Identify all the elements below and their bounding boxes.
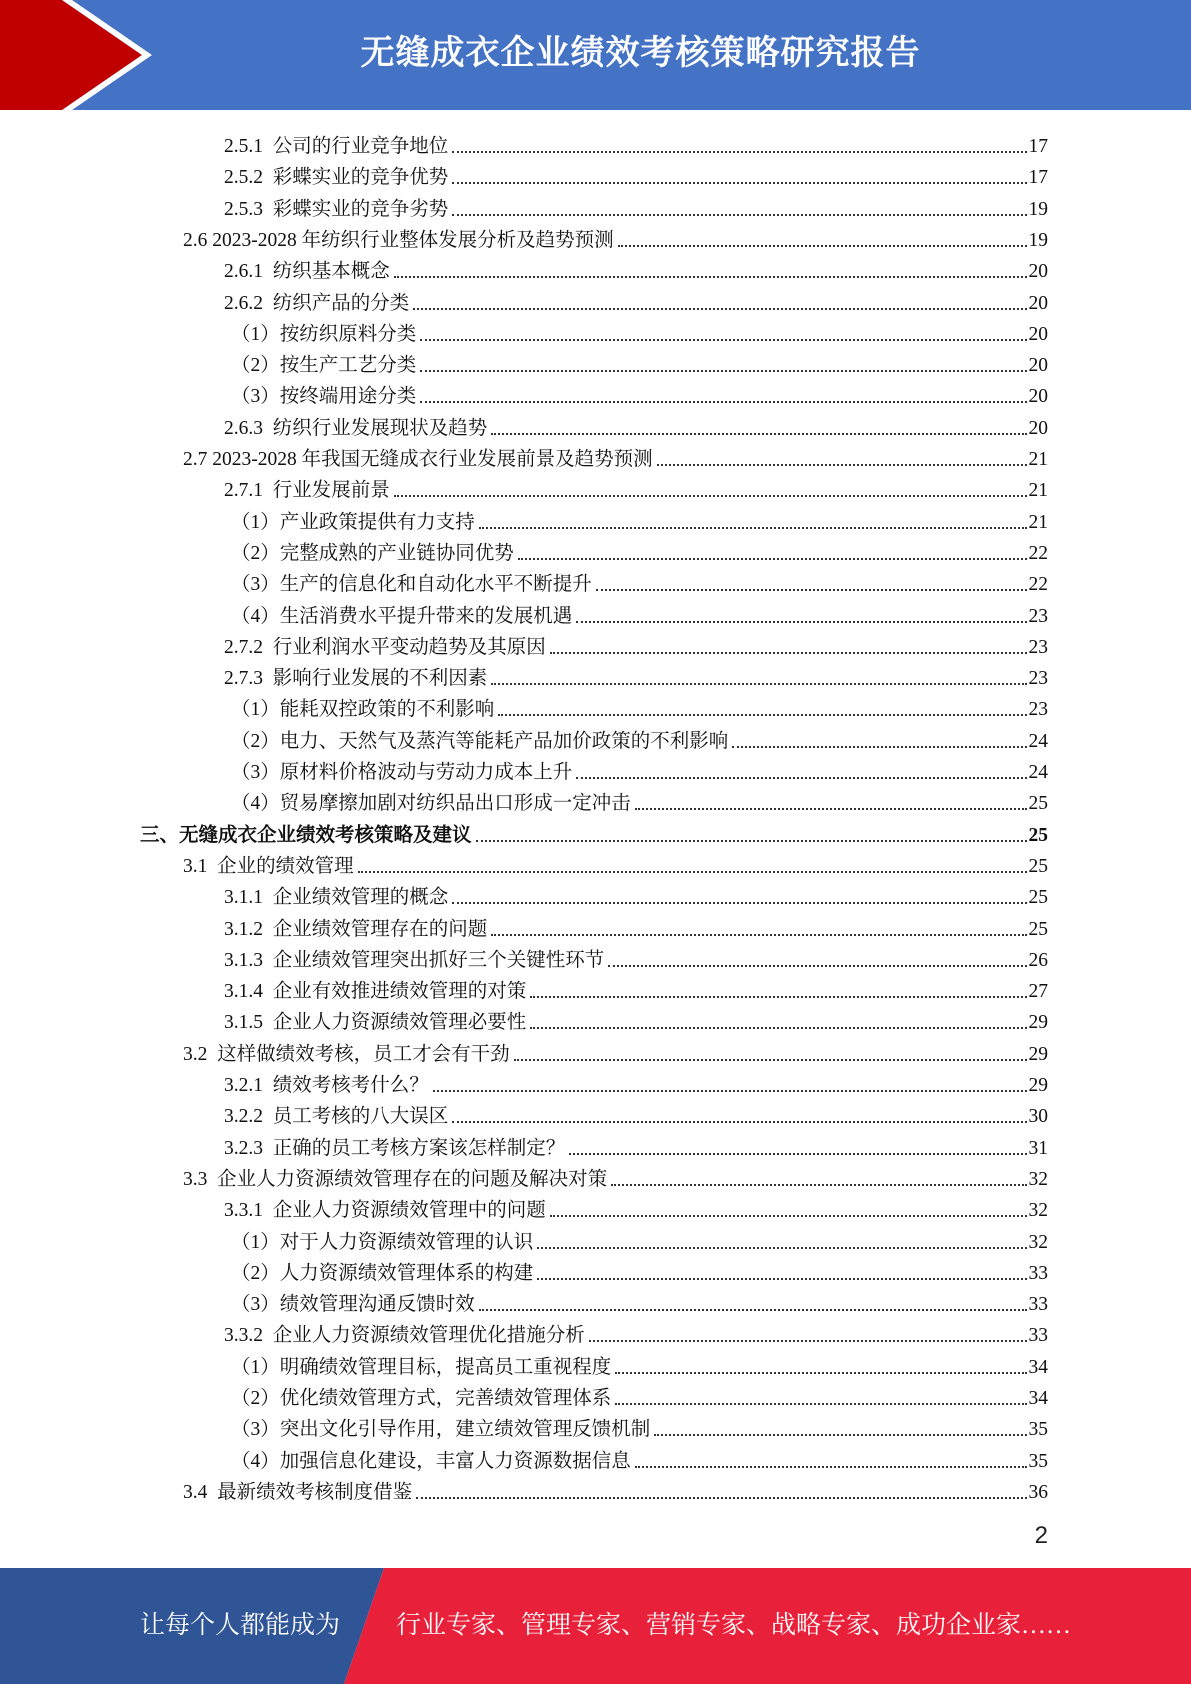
toc-entry[interactable] bbox=[183, 847, 1048, 878]
page-number: 2 bbox=[1034, 1522, 1048, 1549]
toc-leader-dots bbox=[452, 1121, 1026, 1123]
toc-entry-label: 3.2.1 绩效考核考什么？ bbox=[224, 1075, 429, 1096]
toc-leader-dots bbox=[576, 777, 1026, 779]
toc-entry[interactable] bbox=[224, 158, 1048, 189]
toc-entry[interactable] bbox=[231, 565, 1048, 596]
toc-leader-dots bbox=[358, 871, 1027, 873]
toc-entry-page: 17 bbox=[1028, 136, 1048, 157]
toc-leader-dots bbox=[491, 683, 1026, 685]
toc-leader-dots bbox=[550, 1215, 1027, 1217]
toc-entry[interactable] bbox=[224, 1129, 1048, 1160]
toc-entry-label: （4）加强信息化建设，丰富人力资源数据信息 bbox=[231, 1450, 631, 1472]
toc-entry-label: 3.2.3 正确的员工考核方案该怎样制定？ bbox=[224, 1137, 566, 1159]
footer-slogan-right: 行业专家、管理专家、营销专家、战略专家、成功企业家…… bbox=[396, 1612, 1072, 1639]
toc-entry[interactable] bbox=[231, 315, 1048, 346]
toc-entry-label: 2.7.3 影响行业发展的不利因素 bbox=[224, 668, 488, 690]
toc-entry-page: 25 bbox=[1028, 793, 1048, 815]
toc-leader-dots bbox=[576, 621, 1026, 623]
toc-entry-page: 20 bbox=[1028, 417, 1048, 439]
page-footer bbox=[0, 1568, 1191, 1684]
toc-entry-label: 3.3 企业人力资源绩效管理存在的问题及解决对策 bbox=[183, 1168, 608, 1190]
toc-entry-label: 3.1 企业的绩效管理 bbox=[183, 855, 354, 877]
toc-entry-page: 29 bbox=[1028, 1075, 1048, 1096]
toc-entry-label: （2）按生产工艺分类 bbox=[231, 355, 417, 377]
toc-entry[interactable] bbox=[224, 471, 1048, 502]
toc-entry-label: 2.6.2 纺织产品的分类 bbox=[224, 292, 410, 314]
toc-leader-dots bbox=[635, 1466, 1027, 1468]
toc-entry[interactable] bbox=[231, 503, 1048, 534]
toc-entry-page: 32 bbox=[1028, 1231, 1048, 1253]
toc-leader-dots bbox=[657, 464, 1027, 466]
toc-entry-page: 35 bbox=[1028, 1419, 1048, 1441]
toc-entry[interactable] bbox=[224, 878, 1048, 909]
toc-leader-dots bbox=[452, 902, 1026, 904]
toc-entry[interactable] bbox=[224, 127, 1048, 158]
toc-entry-label: 2.6.3 纺织行业发展现状及趋势 bbox=[224, 417, 488, 439]
toc-entry-label: （1）按纺织原料分类 bbox=[231, 323, 417, 345]
toc-entry[interactable] bbox=[224, 1097, 1048, 1128]
toc-leader-dots bbox=[537, 1247, 1026, 1249]
toc-entry[interactable] bbox=[183, 1473, 1048, 1504]
toc-entry-page: 20 bbox=[1028, 261, 1048, 283]
toc-entry-label: （3）突出文化引导作用，建立绩效管理反馈机制 bbox=[231, 1419, 651, 1441]
toc-entry[interactable] bbox=[231, 1410, 1048, 1441]
toc-entry[interactable] bbox=[183, 1035, 1048, 1066]
toc-entry-page: 32 bbox=[1028, 1168, 1048, 1190]
toc-leader-dots bbox=[514, 1059, 1027, 1061]
toc-entry[interactable] bbox=[231, 1348, 1048, 1379]
toc-entry-label: 3.1.4 企业有效推进绩效管理的对策 bbox=[224, 981, 527, 1003]
report-title: 无缝成衣企业绩效考核策略研究报告 bbox=[360, 33, 921, 73]
toc-leader-dots bbox=[394, 495, 1027, 497]
page-header bbox=[0, 0, 1191, 110]
toc-entry[interactable] bbox=[231, 377, 1048, 408]
toc-leader-dots bbox=[615, 1403, 1026, 1405]
toc-leader-dots bbox=[608, 965, 1026, 967]
toc-entry-label: 2.5.1 公司的行业竞争地位 bbox=[224, 136, 449, 157]
toc-entry-label: 2.7.2 行业利润水平变动趋势及其原因 bbox=[224, 636, 546, 658]
toc-entry-page: 20 bbox=[1028, 323, 1048, 345]
toc-entry[interactable] bbox=[231, 1379, 1048, 1410]
toc-leader-dots bbox=[491, 934, 1026, 936]
toc-entry[interactable] bbox=[231, 690, 1048, 721]
toc-entry-page: 20 bbox=[1028, 292, 1048, 314]
toc-entry[interactable] bbox=[224, 910, 1048, 941]
toc-leader-dots bbox=[394, 276, 1027, 278]
toc-entry-page: 25 bbox=[1028, 855, 1048, 877]
toc-leader-dots bbox=[491, 433, 1026, 435]
toc-entry-label: 2.5.2 彩蝶实业的竞争优势 bbox=[224, 167, 449, 189]
toc-entry-page: 29 bbox=[1028, 1012, 1048, 1034]
toc-entry[interactable] bbox=[231, 1254, 1048, 1285]
toc-leader-dots bbox=[550, 652, 1027, 654]
toc-entry-page: 34 bbox=[1028, 1388, 1048, 1409]
toc-entry[interactable] bbox=[231, 534, 1048, 565]
toc-entry-page: 33 bbox=[1028, 1294, 1048, 1316]
toc-leader-dots bbox=[569, 1153, 1026, 1155]
toc-entry-label: 3.2 这样做绩效考核，员工才会有干劲 bbox=[183, 1043, 510, 1065]
toc-entry[interactable] bbox=[224, 1316, 1048, 1347]
toc-entry[interactable] bbox=[140, 816, 1048, 847]
toc-entry-page: 23 bbox=[1028, 699, 1048, 721]
toc-entry-label: （4）生活消费水平提升带来的发展机遇 bbox=[231, 605, 573, 627]
toc-leader-dots bbox=[589, 1340, 1027, 1342]
toc-entry[interactable] bbox=[224, 190, 1048, 221]
toc-leader-dots bbox=[420, 401, 1026, 403]
toc-leader-dots bbox=[618, 245, 1027, 247]
toc-entry-label: 2.7.1 行业发展前景 bbox=[224, 480, 390, 502]
toc-entry[interactable] bbox=[231, 1285, 1048, 1316]
toc-entry-label: （2）优化绩效管理方式，完善绩效管理体系 bbox=[231, 1388, 612, 1409]
toc-entry-label: （1）产业政策提供有力支持 bbox=[231, 511, 475, 533]
toc-entry-page: 22 bbox=[1028, 542, 1048, 564]
toc-entry-page: 25 bbox=[1028, 918, 1048, 940]
toc-leader-dots bbox=[479, 527, 1027, 529]
toc-entry-label: （1）明确绩效管理目标，提高员工重视程度 bbox=[231, 1356, 612, 1378]
toc-entry-label: 2.6 2023-2028 年纺织行业整体发展分析及趋势预测 bbox=[183, 229, 614, 251]
toc-entry-label: （3）绩效管理沟通反馈时效 bbox=[231, 1294, 475, 1316]
toc-entry[interactable] bbox=[231, 1223, 1048, 1254]
toc-entry-label: 3.1.2 企业绩效管理存在的问题 bbox=[224, 918, 488, 940]
toc-entry-page: 33 bbox=[1028, 1325, 1048, 1347]
toc-entry-label: 3.1.1 企业绩效管理的概念 bbox=[224, 887, 449, 909]
header-arrow-icon bbox=[0, 0, 160, 110]
toc-entry[interactable] bbox=[183, 440, 1048, 471]
toc-leader-dots bbox=[479, 1309, 1027, 1311]
toc-entry[interactable] bbox=[224, 1066, 1048, 1097]
toc-entry[interactable] bbox=[224, 628, 1048, 659]
toc-entry-page: 34 bbox=[1028, 1356, 1048, 1378]
toc-entry-label: 3.3.1 企业人力资源绩效管理中的问题 bbox=[224, 1200, 546, 1222]
toc-entry-label: 3.1.5 企业人力资源绩效管理必要性 bbox=[224, 1012, 527, 1034]
toc-entry[interactable] bbox=[183, 221, 1048, 252]
toc-leader-dots bbox=[732, 746, 1026, 748]
toc-leader-dots bbox=[615, 1372, 1026, 1374]
toc-entry-label: 3.2.2 员工考核的八大误区 bbox=[224, 1106, 449, 1128]
toc-leader-dots bbox=[530, 996, 1026, 998]
toc-entry-label: （3）生产的信息化和自动化水平不断提升 bbox=[231, 574, 592, 596]
toc-entry[interactable] bbox=[183, 1160, 1048, 1191]
toc-leader-dots bbox=[635, 808, 1027, 810]
toc-entry-label: （1）能耗双控政策的不利影响 bbox=[231, 699, 495, 721]
toc-entry-page: 27 bbox=[1028, 981, 1048, 1003]
toc-entry-page: 19 bbox=[1028, 229, 1048, 251]
toc-entry[interactable] bbox=[224, 659, 1048, 690]
toc-entry[interactable] bbox=[231, 784, 1048, 815]
toc-entry[interactable] bbox=[224, 1191, 1048, 1222]
toc-leader-dots bbox=[413, 308, 1026, 310]
toc-leader-dots bbox=[518, 558, 1027, 560]
toc-entry-page: 21 bbox=[1028, 480, 1048, 502]
toc-entry-label: （2）电力、天然气及蒸汽等能耗产品加价政策的不利影响 bbox=[231, 730, 729, 752]
toc-leader-dots bbox=[416, 1497, 1026, 1499]
toc-entry-page: 24 bbox=[1028, 762, 1048, 783]
toc-leader-dots bbox=[476, 840, 1027, 842]
toc-entry-page: 33 bbox=[1028, 1262, 1048, 1284]
toc-leader-dots bbox=[498, 714, 1026, 716]
toc-entry-label: 2.7 2023-2028 年我国无缝成衣行业发展前景及趋势预测 bbox=[183, 449, 653, 470]
toc-entry-label: 3.4 最新绩效考核制度借鉴 bbox=[183, 1481, 413, 1503]
toc-leader-dots bbox=[420, 339, 1026, 341]
toc-entry-label: （2）完整成熟的产业链协同优势 bbox=[231, 542, 514, 564]
toc-entry-page: 29 bbox=[1028, 1043, 1048, 1065]
toc-leader-dots bbox=[433, 1090, 1027, 1092]
toc-entry-label: （3）按终端用途分类 bbox=[231, 386, 417, 408]
toc-entry[interactable] bbox=[224, 1003, 1048, 1034]
toc-entry[interactable] bbox=[224, 284, 1048, 315]
toc-leader-dots bbox=[420, 370, 1026, 372]
toc-leader-dots bbox=[530, 1027, 1026, 1029]
toc-entry[interactable] bbox=[231, 722, 1048, 753]
toc-entry[interactable] bbox=[224, 252, 1048, 283]
toc-entry[interactable] bbox=[224, 972, 1048, 1003]
toc-entry-label: （4）贸易摩擦加剧对纺织品出口形成一定冲击 bbox=[231, 793, 631, 815]
toc-entry-page: 23 bbox=[1028, 668, 1048, 690]
toc-entry-page: 31 bbox=[1028, 1137, 1048, 1159]
toc-entry-page: 17 bbox=[1028, 167, 1048, 189]
toc-entry[interactable] bbox=[231, 753, 1048, 784]
toc-entry-label: （3）原材料价格波动与劳动力成本上升 bbox=[231, 762, 573, 783]
toc-entry-label: （1）对于人力资源绩效管理的认识 bbox=[231, 1231, 534, 1253]
toc-leader-dots bbox=[611, 1184, 1026, 1186]
toc-entry-page: 21 bbox=[1028, 511, 1048, 533]
toc-entry-page: 23 bbox=[1028, 636, 1048, 658]
toc-entry-page: 24 bbox=[1028, 730, 1048, 752]
toc-entry[interactable] bbox=[231, 597, 1048, 628]
toc-leader-dots bbox=[452, 214, 1026, 216]
toc-entry-page: 19 bbox=[1028, 198, 1048, 220]
footer-slogan-left: 让每个人都能成为 bbox=[140, 1612, 341, 1639]
toc-entry-page: 32 bbox=[1028, 1200, 1048, 1222]
toc-entry-label: 2.5.3 彩蝶实业的竞争劣势 bbox=[224, 198, 449, 220]
toc-entry-page: 20 bbox=[1028, 355, 1048, 377]
toc-entry-page: 23 bbox=[1028, 605, 1048, 627]
toc-entry-label: 三、无缝成衣企业绩效考核策略及建议 bbox=[140, 824, 472, 846]
toc-entry[interactable] bbox=[231, 346, 1048, 377]
toc-entry[interactable] bbox=[224, 409, 1048, 440]
toc-entry-page: 35 bbox=[1028, 1450, 1048, 1472]
toc-entry-page: 25 bbox=[1028, 887, 1048, 909]
toc-entry-label: 3.3.2 企业人力资源绩效管理优化措施分析 bbox=[224, 1325, 585, 1347]
toc-entry-page: 21 bbox=[1028, 449, 1048, 470]
toc-leader-dots bbox=[654, 1434, 1026, 1436]
toc-entry-page: 30 bbox=[1028, 1106, 1048, 1128]
toc-entry-page: 36 bbox=[1028, 1481, 1048, 1503]
toc-entry-label: （2）人力资源绩效管理体系的构建 bbox=[231, 1262, 534, 1284]
toc-entry-page: 26 bbox=[1028, 949, 1048, 971]
toc-leader-dots bbox=[537, 1278, 1026, 1280]
toc-leader-dots bbox=[596, 589, 1027, 591]
toc-entry-label: 2.6.1 纺织基本概念 bbox=[224, 261, 390, 283]
toc-leader-dots bbox=[452, 182, 1026, 184]
toc-entry-page: 20 bbox=[1028, 386, 1048, 408]
toc-entry[interactable] bbox=[231, 1442, 1048, 1473]
toc-entry-page: 25 bbox=[1028, 824, 1048, 846]
toc-entry-label: 3.1.3 企业绩效管理突出抓好三个关键性环节 bbox=[224, 949, 605, 971]
toc-entry[interactable] bbox=[224, 941, 1048, 972]
toc-leader-dots bbox=[452, 151, 1026, 153]
toc-entry-page: 22 bbox=[1028, 574, 1048, 596]
